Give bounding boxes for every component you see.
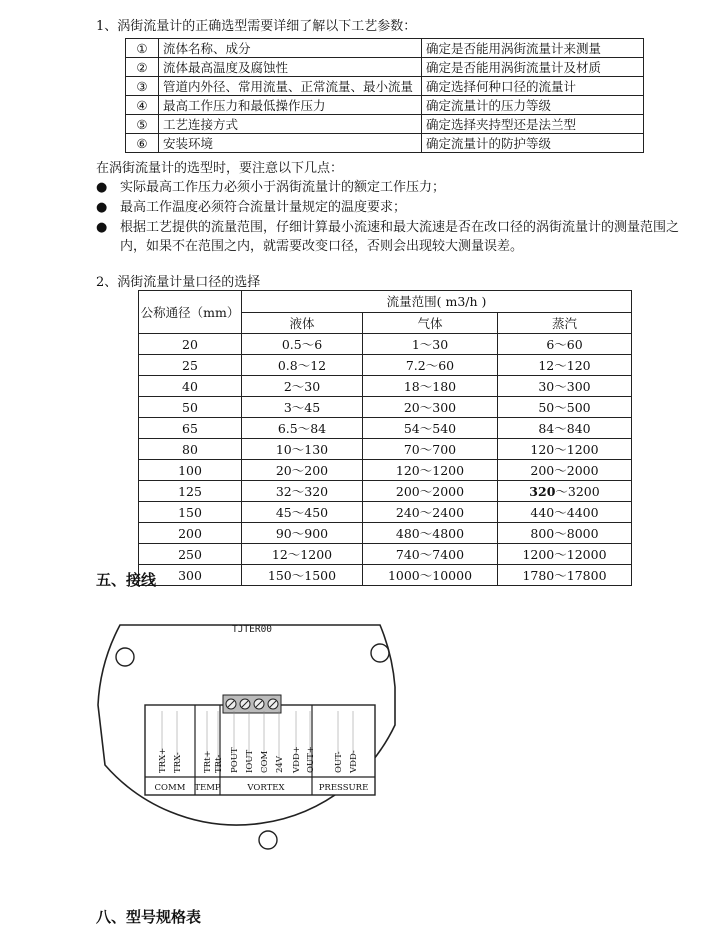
- terminal-strip: [145, 695, 375, 795]
- table-cell-gas: 1000～10000: [363, 565, 498, 586]
- table-cell-num: ③: [126, 77, 159, 96]
- table-row: [139, 565, 632, 586]
- table-row: [126, 134, 644, 153]
- wiring-diagram: [90, 605, 420, 865]
- table-row: [139, 460, 632, 481]
- group-label: COMM: [154, 783, 186, 793]
- table-cell-dn: 20: [139, 334, 242, 355]
- table-cell-liquid: 0.8～12: [242, 355, 363, 376]
- table-cell-gas: 18～180: [363, 376, 498, 397]
- terminal-label: VDD-: [349, 750, 359, 773]
- column-header-steam: 蒸汽: [498, 312, 632, 334]
- table-cell-num: ⑥: [126, 134, 159, 153]
- terminal-label: TRt-: [214, 754, 224, 773]
- table-cell-steam: [498, 334, 632, 355]
- board-label: TJTER00: [231, 624, 273, 635]
- table-cell-dn: 80: [139, 439, 242, 460]
- column-header-flow-range: 流量范围( m3/h ): [242, 291, 632, 313]
- table-cell-steam: [498, 418, 632, 439]
- group-label: PRESSURE: [318, 783, 369, 793]
- terminal-label: POUT: [230, 747, 240, 773]
- steam-range-start: 800～8000: [530, 526, 599, 541]
- terminal-label: OUT+: [306, 746, 316, 773]
- table-cell-steam: [498, 355, 632, 376]
- table-row: [139, 544, 632, 565]
- table-row: [139, 523, 632, 544]
- terminal-label: TRt+: [203, 750, 213, 773]
- group-label: VORTEX: [247, 783, 285, 793]
- table-cell-param: 流体名称、成分: [159, 39, 422, 58]
- table-cell-dn: 25: [139, 355, 242, 376]
- table-cell-gas: 54～540: [363, 418, 498, 439]
- steam-range-end: ～3200: [555, 484, 600, 499]
- table-cell-gas: 20～300: [363, 397, 498, 418]
- table-cell-num: ⑤: [126, 115, 159, 134]
- table-cell-purpose: 确定是否能用涡街流量计及材质: [422, 58, 644, 77]
- table-cell-liquid: 90～900: [242, 523, 363, 544]
- steam-range-start: 1780～17800: [522, 568, 607, 583]
- table-cell-purpose: 确定是否能用涡街流量计来测量: [422, 39, 644, 58]
- table-cell-steam: [498, 481, 632, 502]
- table-row: [139, 418, 632, 439]
- mounting-hole: [116, 648, 134, 666]
- steam-range-start: 120～1200: [530, 442, 599, 457]
- table-row: [139, 334, 632, 355]
- section2-heading: 2、涡街流量计量口径的选择: [96, 275, 261, 290]
- terminal-label: TRX+: [158, 747, 168, 773]
- table-cell-gas: 480～4800: [363, 523, 498, 544]
- table-cell-param: 工艺连接方式: [159, 115, 422, 134]
- table-cell-steam: [498, 397, 632, 418]
- terminal-label: TRX-: [173, 752, 183, 773]
- steam-range-start: 6～60: [546, 337, 583, 352]
- steam-range-start: 50～500: [538, 400, 591, 415]
- bullet-continuation: 内，如果不在范围之内，就需要改变口径，否则会出现较大测量误差。: [120, 239, 524, 254]
- table-cell-purpose: 确定流量计的防护等级: [422, 134, 644, 153]
- table-cell-dn: 250: [139, 544, 242, 565]
- table-cell-gas: 240～2400: [363, 502, 498, 523]
- table-cell-steam: [498, 565, 632, 586]
- table-cell-gas: 70～700: [363, 439, 498, 460]
- table-cell-num: ②: [126, 58, 159, 77]
- table-cell-liquid: 150～1500: [242, 565, 363, 586]
- table-cell-dn: 125: [139, 481, 242, 502]
- table-cell-liquid: 12～1200: [242, 544, 363, 565]
- table-row: [126, 115, 644, 134]
- section1-heading: 1、涡街流量计的正确选型需要详细了解以下工艺参数：: [96, 19, 417, 34]
- column-header-gas: 气体: [363, 312, 498, 334]
- column-header-liquid: 液体: [242, 312, 363, 334]
- table-cell-gas: 1～30: [363, 334, 498, 355]
- steam-range-start: 12～120: [538, 358, 591, 373]
- table-row: [139, 355, 632, 376]
- process-parameter-table: [125, 38, 644, 153]
- table-row: [126, 96, 644, 115]
- table-row: [139, 481, 632, 502]
- table-cell-steam: [498, 439, 632, 460]
- table-cell-gas: 120～1200: [363, 460, 498, 481]
- column-header-dn: 公称通径（mm）: [139, 291, 242, 334]
- table-cell-param: 流体最高温度及腐蚀性: [159, 58, 422, 77]
- table-cell-liquid: 3～45: [242, 397, 363, 418]
- mounting-hole: [259, 831, 277, 849]
- table-cell-dn: 300: [139, 565, 242, 586]
- table-cell-purpose: 确定选择夹持型还是法兰型: [422, 115, 644, 134]
- steam-range-start: 84～840: [538, 421, 591, 436]
- table-cell-steam: [498, 544, 632, 565]
- wiring-heading: 五、接线: [96, 571, 157, 589]
- table-cell-liquid: 45～450: [242, 502, 363, 523]
- mounting-hole: [371, 644, 389, 662]
- steam-range-start: 200～2000: [530, 463, 599, 478]
- table-cell-gas: 7.2～60: [363, 355, 498, 376]
- table-cell-num: ④: [126, 96, 159, 115]
- terminal-label: IOUT: [245, 749, 255, 773]
- table-cell-param: 安装环境: [159, 134, 422, 153]
- table-cell-liquid: 2～30: [242, 376, 363, 397]
- steam-range-start: 320: [529, 484, 556, 499]
- table-cell-steam: [498, 523, 632, 544]
- table-row: [139, 397, 632, 418]
- terminal-label: OUT-: [334, 751, 344, 773]
- terminal-label: 24V: [275, 756, 285, 773]
- steam-range-start: 440～4400: [530, 505, 599, 520]
- table-cell-liquid: 6.5～84: [242, 418, 363, 439]
- table-cell-dn: 65: [139, 418, 242, 439]
- table-cell-steam: [498, 376, 632, 397]
- table-cell-num: ①: [126, 39, 159, 58]
- table-row: [139, 502, 632, 523]
- table-cell-gas: 740～7400: [363, 544, 498, 565]
- caliber-flow-range-table: [138, 290, 632, 586]
- group-label: TEMP: [194, 783, 221, 793]
- table-cell-liquid: 10～130: [242, 439, 363, 460]
- table-cell-steam: [498, 502, 632, 523]
- steam-range-start: 1200～12000: [522, 547, 607, 562]
- terminal-label: VDD+: [292, 746, 302, 773]
- table-row: [139, 376, 632, 397]
- table-cell-dn: 150: [139, 502, 242, 523]
- table-cell-purpose: 确定选择何种口径的流量计: [422, 77, 644, 96]
- table-cell-liquid: 32～320: [242, 481, 363, 502]
- table-cell-liquid: 0.5～6: [242, 334, 363, 355]
- steam-range-start: 30～300: [538, 379, 591, 394]
- table-cell-dn: 40: [139, 376, 242, 397]
- terminal-label: COM: [260, 750, 270, 773]
- table-cell-gas: 200～2000: [363, 481, 498, 502]
- table-row: [126, 58, 644, 77]
- notes-intro: 在涡街流量计的选型时，要注意以下几点：: [96, 161, 344, 176]
- table-cell-steam: [498, 460, 632, 481]
- table-cell-param: 管道内外径、常用流量、正常流量、最小流量: [159, 77, 422, 96]
- table-cell-param: 最高工作压力和最低操作压力: [159, 96, 422, 115]
- table-cell-dn: 200: [139, 523, 242, 544]
- table-cell-dn: 100: [139, 460, 242, 481]
- table-row: [126, 39, 644, 58]
- table-cell-purpose: 确定流量计的压力等级: [422, 96, 644, 115]
- table-row: [126, 77, 644, 96]
- table-cell-dn: 50: [139, 397, 242, 418]
- terminal-block-frame: [145, 705, 375, 795]
- table-cell-liquid: 20～200: [242, 460, 363, 481]
- section8-heading: 八、型号规格表: [96, 908, 202, 926]
- table-row: [139, 439, 632, 460]
